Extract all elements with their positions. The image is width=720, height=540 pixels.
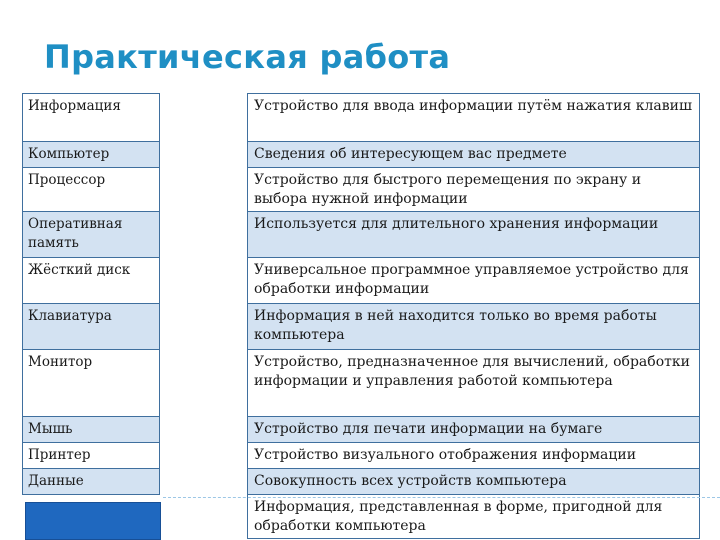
term-cell[interactable]: Принтер (22, 442, 160, 469)
definition-cell[interactable]: Информация, представленная в форме, пригодной для обработки компьютера (247, 494, 700, 539)
term-cell[interactable]: Оперативная память (22, 211, 160, 258)
definition-cell[interactable]: Устройство для печати информации на бумаге (247, 416, 700, 443)
definition-cell[interactable]: Устройство, предназначенное для вычислений, обработки информации и управления работой компьютера (247, 349, 700, 417)
term-cell[interactable]: Монитор (22, 349, 160, 417)
decorative-dashed-line (163, 497, 720, 498)
definition-cell[interactable]: Сведения об интересующем вас предмете (247, 141, 700, 168)
answer-box[interactable] (25, 502, 161, 540)
definition-cell[interactable]: Устройство визуального отображения информации (247, 442, 700, 469)
definition-cell[interactable]: Устройство для быстрого перемещения по экрану и выбора нужной информации (247, 167, 700, 212)
term-cell[interactable]: Жёсткий диск (22, 257, 160, 304)
term-cell[interactable]: Процессор (22, 167, 160, 212)
term-cell[interactable]: Информация (22, 93, 160, 142)
definitions-column (247, 94, 700, 539)
definition-cell[interactable]: Информация в ней находится только во время работы компьютера (247, 303, 700, 350)
term-cell[interactable]: Компьютер (22, 141, 160, 168)
definition-cell[interactable]: Устройство для ввода информации путём нажатия клавиш (247, 93, 700, 142)
terms-column (22, 94, 160, 495)
term-cell[interactable]: Клавиатура (22, 303, 160, 350)
term-cell[interactable]: Данные (22, 468, 160, 495)
term-cell[interactable]: Мышь (22, 416, 160, 443)
definition-cell[interactable]: Совокупность всех устройств компьютера (247, 468, 700, 495)
slide-title: Практическая работа (44, 38, 451, 76)
definition-cell[interactable]: Универсальное программное управляемое устройство для обработки информации (247, 257, 700, 304)
definition-cell[interactable]: Используется для длительного хранения информации (247, 211, 700, 258)
